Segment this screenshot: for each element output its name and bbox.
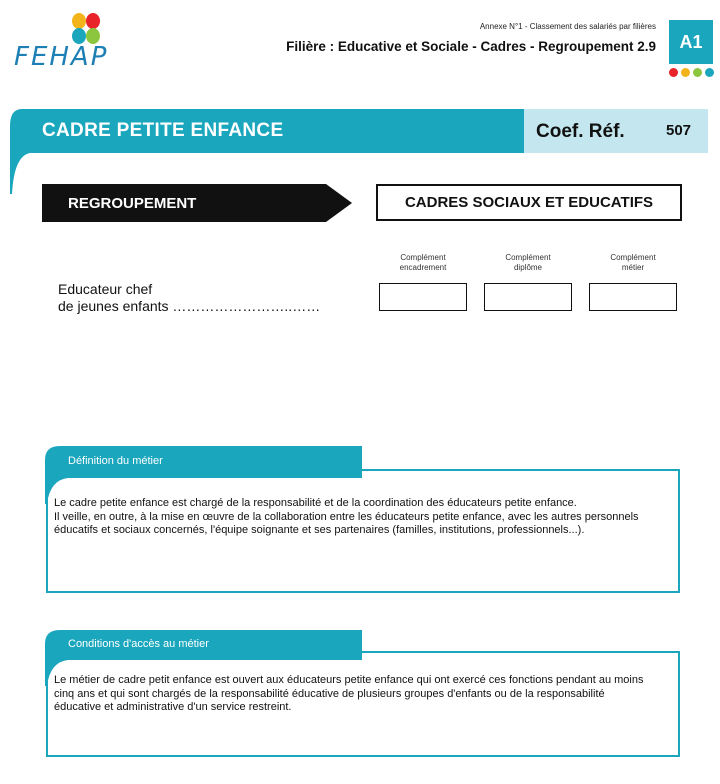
complement-diplome-field[interactable]: [484, 283, 572, 311]
complement-metier: [589, 253, 677, 311]
conditions-title: Conditions d'accès au métier: [68, 638, 209, 650]
definition-paragraph-2: Il veille, en outre, à la mise en œuvre de la collaboration entre les éducateurs petite enfance, avec les autres personnels éducatifs et sociaux concernés, l'équipe soignante et ses partenaires (familles, institutions, professionnels...).: [54, 510, 639, 536]
complement-label-line2: métier: [621, 263, 645, 272]
conditions-paragraph-1: Le métier de cadre petit enfance est ouvert aux éducateurs petite enfance qui ont exercé ces fonctions pendant au moins cinq ans et qui sont chargés de la responsabilité éducative de plusieurs groupes d'enfants ou de la responsabilité éducative et administrative d'un service restreint.: [54, 674, 644, 713]
complement-label-line1: Complément: [610, 253, 656, 262]
complement-metier-field[interactable]: [589, 283, 677, 311]
definition-body: [54, 497, 654, 538]
yellow-dot: [681, 68, 690, 77]
job-name-line1: Educateur chef: [58, 281, 153, 297]
red-dot: [669, 68, 678, 77]
complement-encadrement: [379, 253, 467, 311]
complement-label-line1: Complément: [400, 253, 446, 262]
regroupement-label: REGROUPEMENT: [68, 195, 197, 212]
complement-label-line2: diplôme: [513, 263, 542, 272]
blue-dot: [705, 68, 714, 77]
conditions-section: [44, 630, 682, 760]
filiere-heading: Filière : Educative et Sociale - Cadres - Regroupement 2.9: [286, 39, 656, 54]
complement-label-line1: Complément: [505, 253, 551, 262]
job-title: CADRE PETITE ENFANCE: [42, 120, 284, 141]
definition-section: [44, 446, 682, 596]
annex-caption: Annexe N°1 - Classement des salariés par filières: [479, 22, 656, 31]
category-badge: A1: [669, 20, 713, 64]
complement-label-line2: encadrement: [399, 263, 447, 272]
complement-diplome: [484, 253, 572, 311]
conditions-body: [54, 674, 654, 715]
coef-value: 507: [666, 122, 692, 139]
job-name-line2: de jeunes enfants ……………………..……: [58, 298, 321, 314]
color-dots: [669, 68, 714, 77]
green-dot: [693, 68, 702, 77]
fehap-logo: [14, 12, 114, 72]
coef-label: Coef. Réf.: [536, 121, 625, 142]
regroupement-value: CADRES SOCIAUX ET EDUCATIFS: [376, 184, 682, 221]
logo-text: FEHAP: [14, 42, 109, 72]
definition-paragraph-1: Le cadre petite enfance est chargé de la responsabilité et de la coordination des éducateurs petite enfance.: [54, 497, 577, 509]
complement-encadrement-field[interactable]: [379, 283, 467, 311]
definition-title: Définition du métier: [68, 455, 163, 467]
